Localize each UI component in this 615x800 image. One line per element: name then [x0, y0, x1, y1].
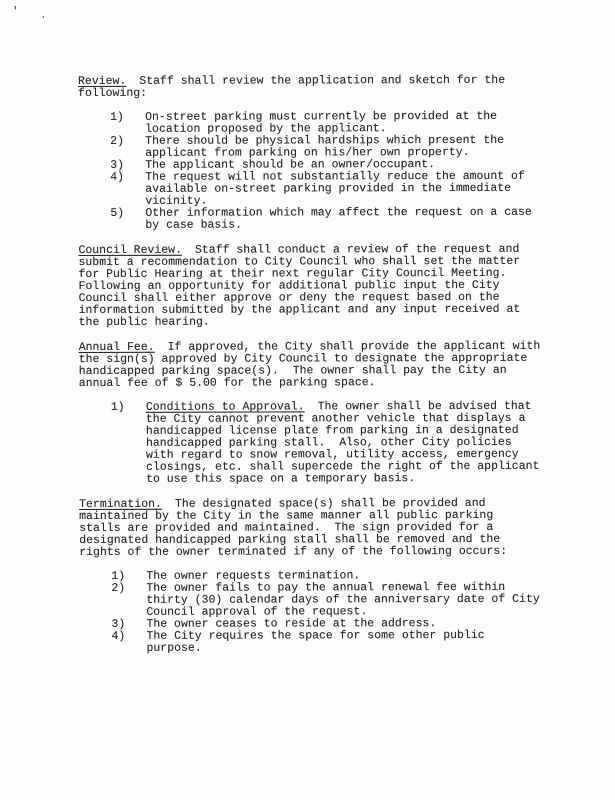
item-number: 2): [111, 581, 126, 595]
section-heading: Review.: [77, 74, 127, 88]
numbered-list: [111, 569, 547, 655]
list-item: [110, 399, 547, 486]
section-council-review: [78, 244, 540, 329]
numbered-list: [110, 399, 547, 486]
section-heading: Council Review.: [78, 243, 183, 257]
item-text: The request will not substantially reduce the amount of available on-street parking provided in the immediate vicinity.: [145, 169, 532, 208]
item-number: 1): [111, 569, 126, 583]
item-number: 5): [110, 206, 125, 220]
item-text: On-street parking must currently be provided at the location proposed by the applicant.: [145, 109, 504, 136]
item-subheading: Conditions to Approval.: [145, 400, 305, 414]
item-text: The owner requests termination.: [146, 569, 361, 583]
list-item: [110, 135, 540, 160]
item-text: The applicant should be an owner/occupant.: [145, 158, 436, 172]
item-number: 4): [110, 170, 125, 184]
section-termination: [79, 496, 547, 655]
item-subtext: The owner shall be advised that the City cannot prevent another vehicle that displays a handicapped license plate from parking in a designated handicapped parking stall. Also, other City policies with regard to snow removal, utility access, emergency closings, etc. shall supercede the right of the applicant to use this space on a temporary basis.: [145, 399, 547, 486]
item-number: 3): [110, 158, 125, 172]
item-text: The City requires the space for some other public purpose.: [146, 628, 492, 655]
list-item: [111, 630, 541, 655]
section-intro: If approved, the City shall provide the applicant with the sign(s) approved by City Council to designate the appropriate handicapped parking space(s). The owner shall pay the City an annual fee of $ 5.00 for the parking space.: [78, 339, 548, 390]
section-intro: Staff shall conduct a review of the request and submit a recommendation to City Council who shall set the matter for Public Hearing at their next regular City Council Meeting. Following an opportunity for additional public input the City Council shall either approve or deny the request based on the information submitted by the applicant and any input received at the public hearing.: [78, 242, 528, 329]
scan-artifact: ': [12, 6, 19, 18]
item-number: 4): [111, 629, 126, 643]
document-content: [77, 73, 548, 655]
list-item: [111, 580, 547, 619]
scan-artifact: .: [40, 10, 47, 22]
item-text: The owner ceases to reside at the address.: [146, 617, 437, 631]
section-intro: Staff shall review the application and sketch for the following:: [78, 73, 513, 100]
item-number: 2): [110, 134, 125, 148]
list-item: [110, 207, 540, 232]
item-text: Other information which may affect the request on a case by case basis.: [145, 205, 539, 232]
section-review: [78, 75, 540, 232]
section-paragraph: [78, 339, 548, 390]
list-item: [110, 111, 540, 136]
section-paragraph: [79, 498, 541, 559]
section-annual-fee: [78, 339, 548, 486]
item-text: The owner fails to pay the annual renewal fee within thirty (30) calendar days of the anniversary date of City Council approval of the request.: [146, 580, 547, 619]
item-text: There should be physical hardships which present the applicant from parking on his/her own property.: [145, 133, 511, 160]
item-number: 1): [110, 400, 125, 414]
numbered-list: [110, 111, 540, 232]
item-number: 3): [111, 617, 126, 631]
section-intro: The designated space(s) shall be provided and maintained by the City in the same manner all public parking stalls are provided and maintained. The sign provided for a designated handicapped parking stall shall be removed and the rights of the owner terminated if any of the following occurs:: [79, 496, 508, 559]
item-number: 1): [110, 110, 124, 124]
section-paragraph: [78, 244, 540, 329]
section-paragraph: [78, 75, 540, 100]
section-heading: Annual Fee.: [78, 340, 155, 354]
section-heading: Termination.: [79, 497, 162, 511]
list-item: [110, 171, 540, 208]
item-text: [145, 399, 547, 486]
